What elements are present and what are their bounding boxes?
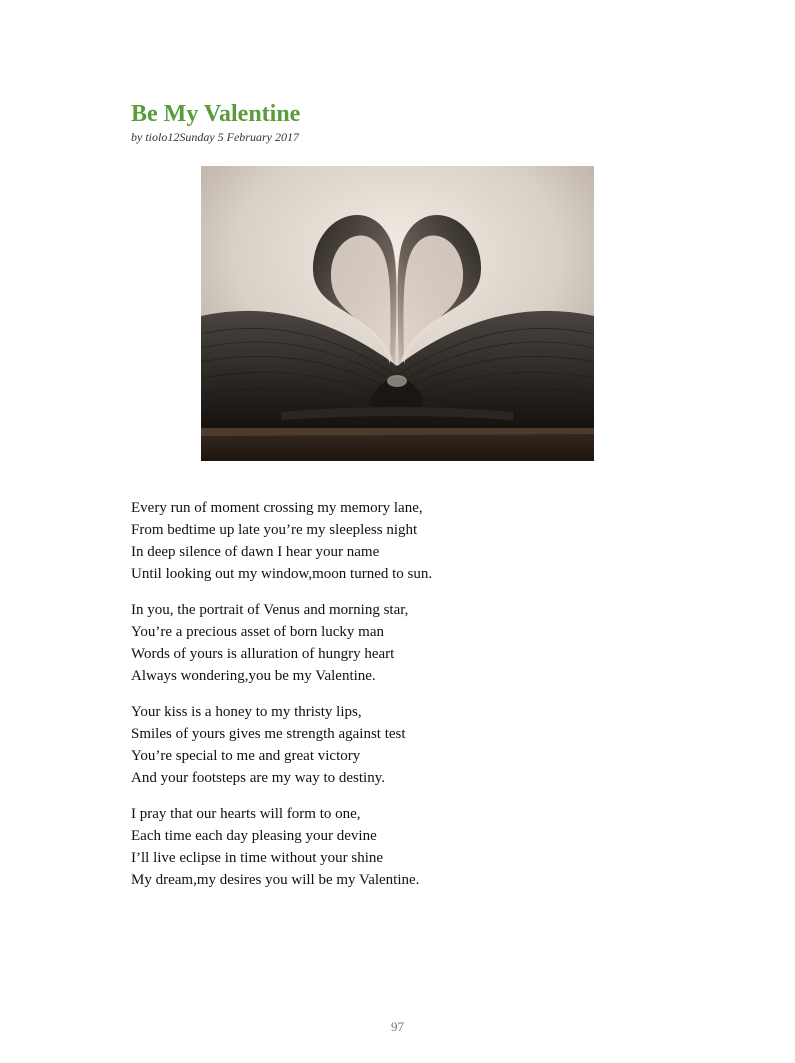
poem-line: Until looking out my window,moon turned to sun.: [131, 566, 433, 582]
poem-line: In deep silence of dawn I hear your name: [131, 544, 380, 560]
poem-line: My dream,my desires you will be my Valentine.: [131, 872, 420, 888]
poem-line: Each time each day pleasing your devine: [131, 828, 377, 844]
stanza: [131, 803, 691, 891]
poem-line: I’ll live eclipse in time without your shine: [131, 850, 384, 866]
poem-line: Every run of moment crossing my memory lane,: [131, 500, 423, 516]
stanza: [131, 497, 691, 585]
poem-line: Words of yours is alluration of hungry heart: [131, 646, 395, 662]
poem-title: Be My Valentine: [131, 101, 301, 127]
poem-line: In you, the portrait of Venus and morning star,: [131, 602, 409, 618]
poem-line: And your footsteps are my way to destiny.: [131, 770, 385, 786]
poem-line: You’re special to me and great victory: [131, 748, 361, 764]
byline: by tiolo12Sunday 5 February 2017: [131, 130, 299, 144]
stanza: [131, 599, 691, 687]
heart-book-photo: [201, 166, 594, 461]
poem-line: Your kiss is a honey to my thristy lips,: [131, 704, 362, 720]
stanza: [131, 701, 691, 789]
poem-line: You’re a precious asset of born lucky man: [131, 624, 385, 640]
poem-line: I pray that our hearts will form to one,: [131, 806, 361, 822]
page-number: 97: [391, 1019, 404, 1034]
poem-line: From bedtime up late you’re my sleepless night: [131, 522, 418, 538]
poem-body: [131, 497, 691, 905]
poem-line: Smiles of yours gives me strength against test: [131, 726, 406, 742]
poem-line: Always wondering,you be my Valentine.: [131, 668, 376, 684]
